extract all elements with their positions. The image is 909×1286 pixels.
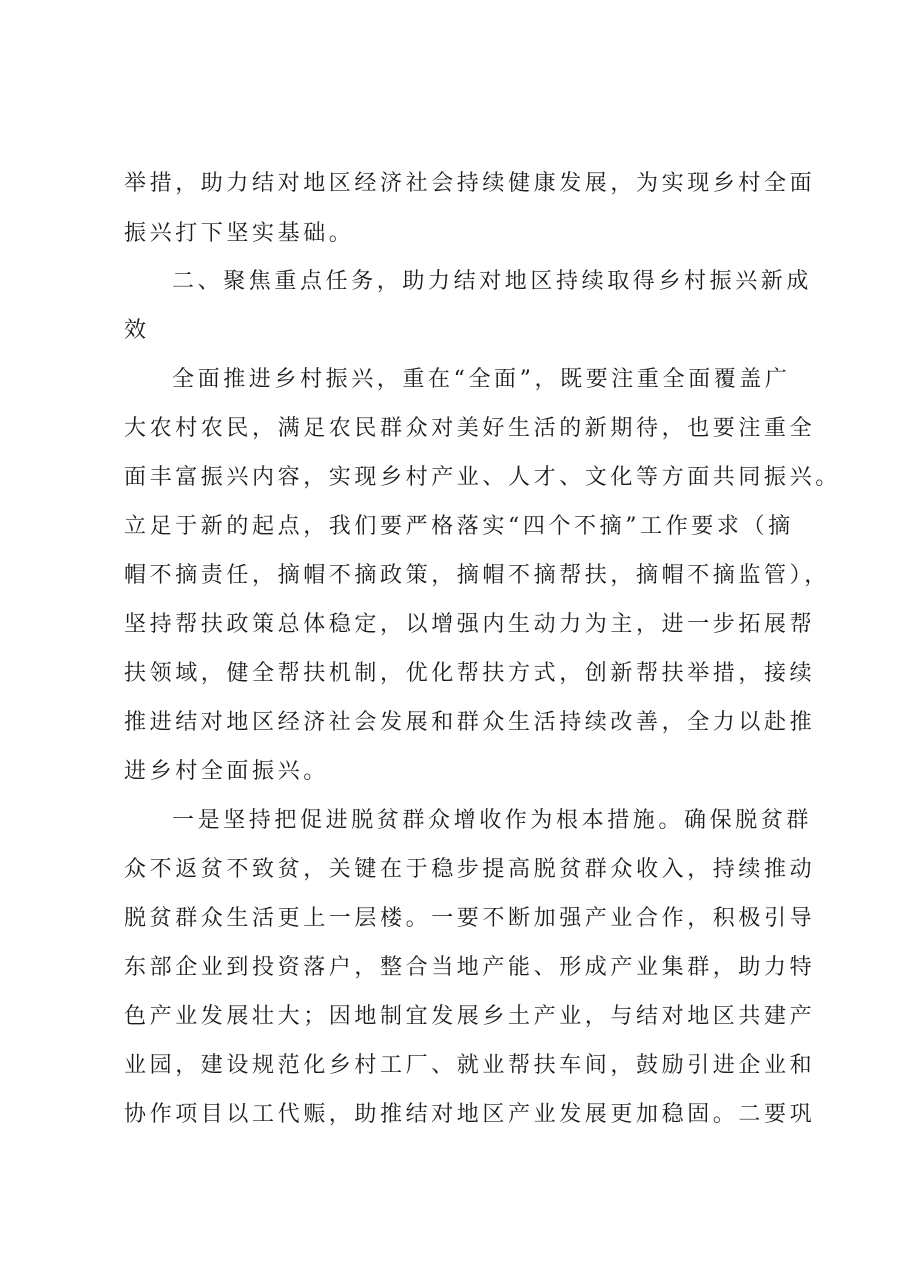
body-text-line: 举措，助力结对地区经济社会持续健康发展，为实现乡村全面 [124,171,816,196]
body-text-line: 东部企业到投资落户，整合当地产能、形成产业集群，助力特 [124,955,816,980]
section-heading-continued: 效 [124,318,150,343]
body-text-line: 全面推进乡村振兴，重在“全面”，既要注重全面覆盖广 [172,367,791,392]
body-text-line: 坚持帮扶政策总体稳定，以增强内生动力为主，进一步拓展帮 [124,612,816,637]
body-text-line: 脱贫群众生活更上一层楼。一要不断加强产业合作，积极引导 [124,906,816,931]
body-text-line: 立足于新的起点，我们要严格落实“四个不摘”工作要求（摘 [124,514,794,539]
body-text-line: 一是坚持把促进脱贫群众增收作为根本措施。确保脱贫群 [172,808,813,833]
body-text-line: 推进结对地区经济社会发展和群众生活持续改善，全力以赴推 [124,710,816,735]
body-text-line: 色产业发展壮大；因地制宜发展乡土产业，与结对地区共建产 [124,1004,816,1029]
body-text-line: 帽不摘责任，摘帽不摘政策，摘帽不摘帮扶，摘帽不摘监管）， [124,563,830,588]
body-text-line: 扶领域，健全帮扶机制，优化帮扶方式，创新帮扶举措，接续 [124,661,816,686]
body-text-line: 业园，建设规范化乡村工厂、就业帮扶车间，鼓励引进企业和 [124,1053,816,1078]
body-text-line: 进乡村全面振兴。 [124,759,329,784]
body-text-line: 众不返贫不致贫，关键在于稳步提高脱贫群众收入，持续推动 [124,857,816,882]
body-text-line: 大农村农民，满足农民群众对美好生活的新期待，也要注重全 [124,416,816,441]
body-text-line: 振兴打下坚实基础。 [124,221,355,246]
body-text-line: 协作项目以工代赈，助推结对地区产业发展更加稳固。二要巩 [124,1102,816,1127]
section-heading: 二、聚焦重点任务，助力结对地区持续取得乡村振兴新成 [172,269,813,294]
body-text-line: 面丰富振兴内容，实现乡村产业、人才、文化等方面共同振兴。 [124,465,841,490]
